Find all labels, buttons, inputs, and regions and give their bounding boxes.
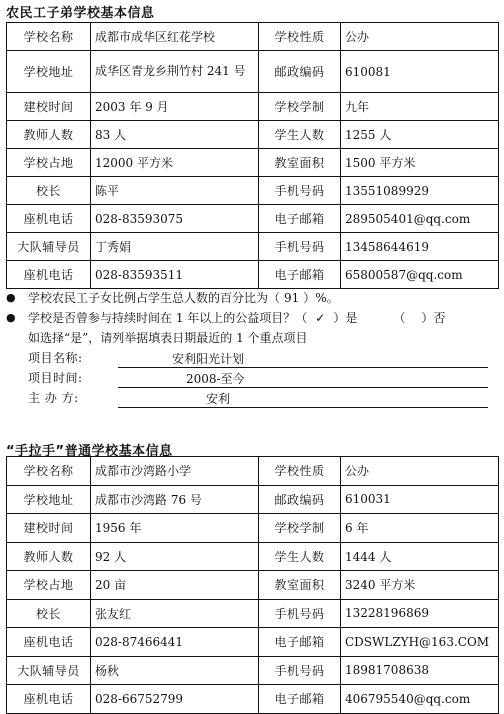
cell-label: 建校时间: [7, 514, 91, 543]
cell-value: 92 人: [91, 542, 259, 571]
table-row: [7, 261, 499, 289]
cell-value: 610081: [341, 51, 499, 93]
cell-value: 406795540@qq.com: [341, 685, 499, 714]
cell-label: 教室面积: [259, 571, 341, 600]
cell-label: 学校地址: [7, 485, 91, 514]
cell-label: 学校性质: [259, 457, 341, 486]
table-row: [7, 599, 499, 628]
question-charity-instruction: 如选择“是”，请列举据填表日期最近的 1 个重点项目: [28, 331, 308, 345]
project-sponsor-label: 主 办 方:: [28, 391, 79, 405]
cell-label: 学校地址: [7, 51, 91, 93]
cell-label: 学校占地: [7, 149, 91, 177]
cell-value: 成都市成华区红花学校: [91, 23, 259, 51]
question-charity: [6, 308, 498, 328]
table-row: [7, 233, 499, 261]
project-sponsor-value: 安利: [206, 392, 231, 406]
cell-value: 1956 年: [91, 514, 259, 543]
question-ratio-answer: 91: [284, 291, 300, 305]
table-row: [7, 457, 499, 486]
checkmark-icon: ✓: [315, 311, 326, 325]
question-charity-prefix: 学校是否曾参与持续时间在 1 年以上的公益项目？（: [28, 311, 308, 325]
cell-label: 学生人数: [259, 121, 341, 149]
cell-value: 丁秀娟: [91, 233, 259, 261]
table-row: [7, 177, 499, 205]
cell-value: 公办: [341, 23, 499, 51]
cell-value: 成华区青龙乡荆竹村 241 号: [91, 51, 259, 93]
section-title-partner-school: “手拉手”普通学校基本信息: [6, 444, 173, 459]
cell-value: 13551089929: [341, 177, 499, 205]
cell-label: 电子邮箱: [259, 261, 341, 289]
cell-value: 610031: [341, 485, 499, 514]
cell-label: 教室面积: [259, 149, 341, 177]
project-name-value: 安利阳光计划: [172, 352, 245, 366]
cell-value: 65800587@qq.com: [341, 261, 499, 289]
cell-value: 20 亩: [91, 571, 259, 600]
cell-label: 学校性质: [259, 23, 341, 51]
question-charity-no: ）否: [421, 311, 446, 325]
project-time-value: 2008-至今: [186, 372, 245, 386]
project-time-row: [6, 368, 498, 388]
table-row: [7, 51, 499, 93]
cell-value: 1500 平方米: [341, 149, 499, 177]
question-charity-no-open: （: [393, 311, 406, 325]
cell-label: 座机电话: [7, 261, 91, 289]
cell-value: 13228196869: [341, 599, 499, 628]
cell-label: 学校学制: [259, 514, 341, 543]
cell-value: 028-87466441: [91, 628, 259, 657]
table-row: [7, 485, 499, 514]
question-charity-yes: ）是: [333, 311, 358, 325]
cell-value: 1444 人: [341, 542, 499, 571]
cell-label: 手机号码: [259, 656, 341, 685]
cell-label: 手机号码: [259, 177, 341, 205]
cell-label: 学校名称: [7, 23, 91, 51]
cell-label: 大队辅导员: [7, 233, 91, 261]
section-title-migrant-school: 农民工子弟学校基本信息: [6, 6, 155, 21]
cell-label: 手机号码: [259, 599, 341, 628]
cell-label: 学生人数: [259, 542, 341, 571]
cell-value: 张友红: [91, 599, 259, 628]
project-name-line: [118, 352, 488, 368]
cell-label: 手机号码: [259, 233, 341, 261]
cell-value: 028-66752799: [91, 685, 259, 714]
project-time-label: 项目时间:: [28, 371, 83, 385]
cell-label: 校长: [7, 599, 91, 628]
project-sponsor-line: [118, 392, 488, 408]
cell-value: 028-83593511: [91, 261, 259, 289]
cell-value: 6 年: [341, 514, 499, 543]
partner-school-info-table: [6, 456, 499, 714]
cell-label: 学校占地: [7, 571, 91, 600]
cell-value: 3240 平方米: [341, 571, 499, 600]
cell-value: 2003 年 9 月: [91, 93, 259, 121]
cell-label: 学校学制: [259, 93, 341, 121]
cell-value: 12000 平方米: [91, 149, 259, 177]
bullet-icon: ●: [6, 311, 16, 324]
cell-label: 电子邮箱: [259, 685, 341, 714]
cell-value: 289505401@qq.com: [341, 205, 499, 233]
questions-block: [6, 288, 498, 408]
cell-label: 教师人数: [7, 121, 91, 149]
table-row: [7, 514, 499, 543]
cell-value: 18981708638: [341, 656, 499, 685]
migrant-school-info-table: [6, 22, 499, 289]
table-row: [7, 149, 499, 177]
cell-value: CDSWLZYH@163.COM: [341, 628, 499, 657]
cell-value: 1255 人: [341, 121, 499, 149]
cell-value: 公办: [341, 457, 499, 486]
project-name-label: 项目名称:: [28, 351, 83, 365]
cell-label: 邮政编码: [259, 485, 341, 514]
table-row: [7, 23, 499, 51]
cell-value: 83 人: [91, 121, 259, 149]
cell-label: 大队辅导员: [7, 656, 91, 685]
cell-label: 邮政编码: [259, 51, 341, 93]
cell-value: 九年: [341, 93, 499, 121]
cell-label: 电子邮箱: [259, 205, 341, 233]
cell-value: 陈平: [91, 177, 259, 205]
table-row: [7, 121, 499, 149]
cell-label: 建校时间: [7, 93, 91, 121]
table-row: [7, 205, 499, 233]
table-row: [7, 685, 499, 714]
project-sponsor-row: [6, 388, 498, 408]
cell-label: 学校名称: [7, 457, 91, 486]
table-row: [7, 542, 499, 571]
question-ratio: [6, 288, 498, 308]
table-row: [7, 93, 499, 121]
cell-label: 电子邮箱: [259, 628, 341, 657]
project-time-line: [118, 372, 488, 388]
cell-label: 校长: [7, 177, 91, 205]
question-ratio-prefix: 学校农民工子女比例占学生总人数的百分比为（: [28, 291, 281, 305]
cell-label: 座机电话: [7, 628, 91, 657]
table-row: [7, 571, 499, 600]
cell-value: 成都市沙湾路 76 号: [91, 485, 259, 514]
cell-value: 13458644619: [341, 233, 499, 261]
table-row: [7, 628, 499, 657]
project-name-row: [6, 348, 498, 368]
table-row: [7, 656, 499, 685]
cell-value: 杨秋: [91, 656, 259, 685]
cell-label: 教师人数: [7, 542, 91, 571]
question-ratio-suffix: ）%。: [303, 291, 339, 305]
cell-label: 座机电话: [7, 205, 91, 233]
cell-value: 028-83593075: [91, 205, 259, 233]
cell-label: 座机电话: [7, 685, 91, 714]
bullet-icon: ●: [6, 291, 16, 304]
cell-value: 成都市沙湾路小学: [91, 457, 259, 486]
